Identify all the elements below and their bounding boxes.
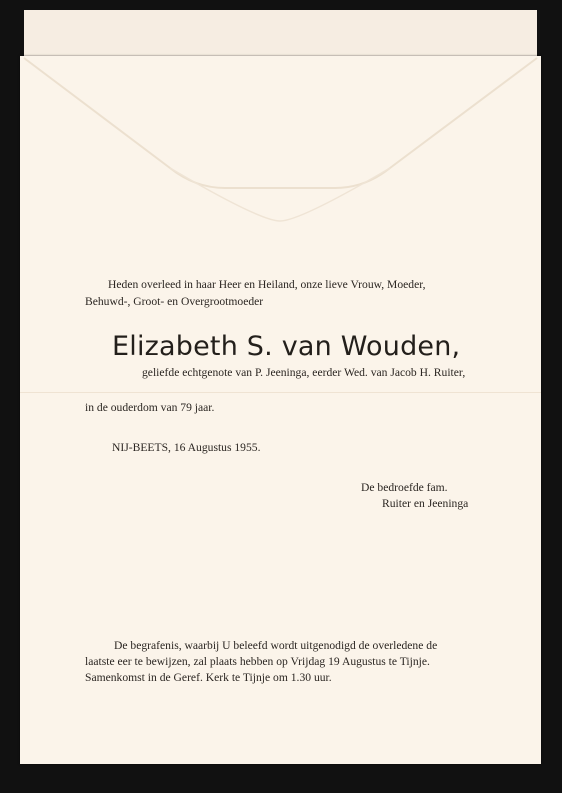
spouse-line: geliefde echtgenote van P. Jeeninga, eerder Wed. van Jacob H. Ruiter,: [142, 366, 466, 379]
deceased-name: Elizabeth S. van Wouden,: [112, 331, 461, 362]
age-line: in de ouderdom van 79 jaar.: [85, 401, 215, 414]
funeral-line-3: Samenkomst in de Geref. Kerk te Tijnje om 1.30 uur.: [85, 671, 332, 684]
intro-line-1: Heden overleed in haar Heer en Heiland, onze lieve Vrouw, Moeder,: [108, 278, 426, 291]
signature-line-1: De bedroefde fam.: [361, 481, 448, 494]
place-date: NIJ-BEETS, 16 Augustus 1955.: [112, 441, 261, 454]
fold-crease: [20, 392, 541, 393]
funeral-line-2: laatste eer te bewijzen, zal plaats hebben op Vrijdag 19 Augustus te Tijnje.: [85, 655, 430, 668]
signature-line-2: Ruiter en Jeeninga: [382, 497, 469, 510]
intro-line-2: Behuwd-, Groot- en Overgrootmoeder: [85, 295, 264, 308]
funeral-line-1: De begrafenis, waarbij U beleefd wordt uitgenodigd de overledene de: [114, 639, 438, 652]
envelope-fold-lines: [20, 56, 541, 226]
